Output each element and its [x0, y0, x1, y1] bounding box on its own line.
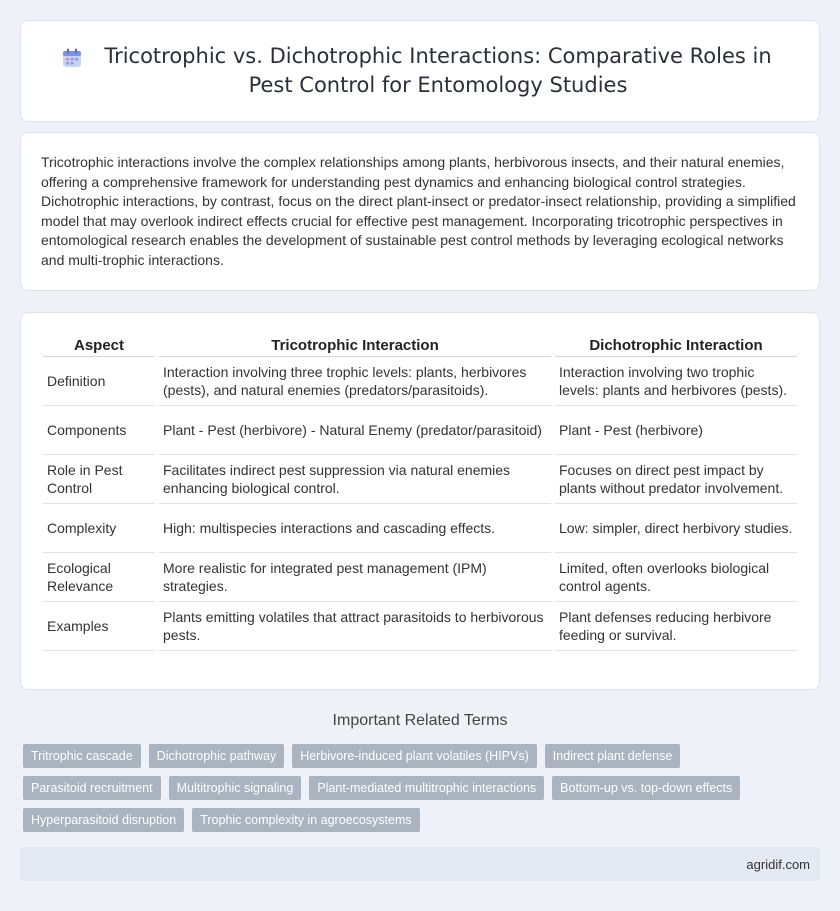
table-header-row — [43, 331, 797, 357]
page-title: Tricotrophic vs. Dichotrophic Interactions: Comparative Roles in Pest Control for Entomology Studies — [104, 44, 772, 97]
intro-card — [20, 132, 820, 291]
table-row — [43, 357, 797, 406]
cell-tricotrophic: Plants emitting volatiles that attract parasitoids to herbivorous pests. — [159, 602, 551, 651]
related-terms-title: Important Related Terms — [332, 712, 508, 729]
cell-dichotrophic: Limited, often overlooks biological control agents. — [555, 553, 797, 602]
related-term-tag[interactable]: Parasitoid recruitment — [23, 776, 161, 800]
cell-dichotrophic: Low: simpler, direct herbivory studies. — [555, 504, 797, 553]
comparison-table-card — [20, 312, 820, 690]
cell-tricotrophic: More realistic for integrated pest management (IPM) strategies. — [159, 553, 551, 602]
footer-bar — [20, 847, 820, 881]
header-card — [20, 20, 820, 122]
related-term-tag[interactable]: Bottom-up vs. top-down effects — [552, 776, 740, 800]
cell-dichotrophic: Focuses on direct pest impact by plants without predator involvement. — [555, 455, 797, 504]
related-term-tag[interactable]: Hyperparasitoid disruption — [23, 808, 184, 832]
table-row — [43, 504, 797, 553]
table-row — [43, 406, 797, 455]
cell-dichotrophic: Plant defenses reducing herbivore feeding or survival. — [555, 602, 797, 651]
related-term-tag[interactable]: Trophic complexity in agroecosystems — [192, 808, 419, 832]
table-row — [43, 553, 797, 602]
cell-dichotrophic: Interaction involving two trophic levels: plants and herbivores (pests). — [555, 357, 797, 406]
footer-site-link[interactable]: agridif.com — [746, 856, 810, 872]
intro-paragraph: Tricotrophic interactions involve the complex relationships among plants, herbivorous insects, and their natural enemies, offering a comprehensive framework for understanding pest dynamics and enhancing biological control strategies. Dichotrophic interactions, by contrast, focus on the direct plant-insect or predator-insect relationship, providing a simplified model that may overlook indirect effects crucial for effective pest management. Incorporating tricotrophic perspectives in entomological research enables the development of sustainable pest control methods by leveraging ecological networks and multi-trophic interactions. — [41, 154, 796, 268]
header-aspect: Aspect — [43, 331, 155, 357]
related-term-tag[interactable]: Dichotrophic pathway — [149, 744, 285, 768]
related-term-tag[interactable]: Herbivore-induced plant volatiles (HIPVs) — [292, 744, 537, 768]
cell-tricotrophic: Facilitates indirect pest suppression via natural enemies enhancing biological control. — [159, 455, 551, 504]
table-row — [43, 455, 797, 504]
header-dichotrophic: Dichotrophic Interaction — [555, 331, 797, 357]
cell-aspect: Examples — [43, 602, 155, 651]
cell-aspect: Components — [43, 406, 155, 455]
cell-aspect: Role in Pest Control — [43, 455, 155, 504]
cell-aspect: Ecological Relevance — [43, 553, 155, 602]
cell-tricotrophic: Plant - Pest (herbivore) - Natural Enemy (predator/parasitoid) — [159, 406, 551, 455]
cell-tricotrophic: Interaction involving three trophic levels: plants, herbivores (pests), and natural enemies (predators/parasitoids). — [159, 357, 551, 406]
related-term-tag[interactable]: Plant-mediated multitrophic interactions — [309, 776, 544, 800]
related-term-tag[interactable]: Indirect plant defense — [545, 744, 681, 768]
related-term-tag[interactable]: Tritrophic cascade — [23, 744, 141, 768]
header-tricotrophic: Tricotrophic Interaction — [159, 331, 551, 357]
cell-aspect: Definition — [43, 357, 155, 406]
table-row — [43, 602, 797, 651]
related-terms-tags — [23, 744, 823, 832]
cell-aspect: Complexity — [43, 504, 155, 553]
cell-tricotrophic: High: multispecies interactions and cascading effects. — [159, 504, 551, 553]
cell-dichotrophic: Plant - Pest (herbivore) — [555, 406, 797, 455]
calendar-icon — [61, 47, 83, 69]
related-term-tag[interactable]: Multitrophic signaling — [169, 776, 302, 800]
comparison-table — [39, 331, 801, 651]
